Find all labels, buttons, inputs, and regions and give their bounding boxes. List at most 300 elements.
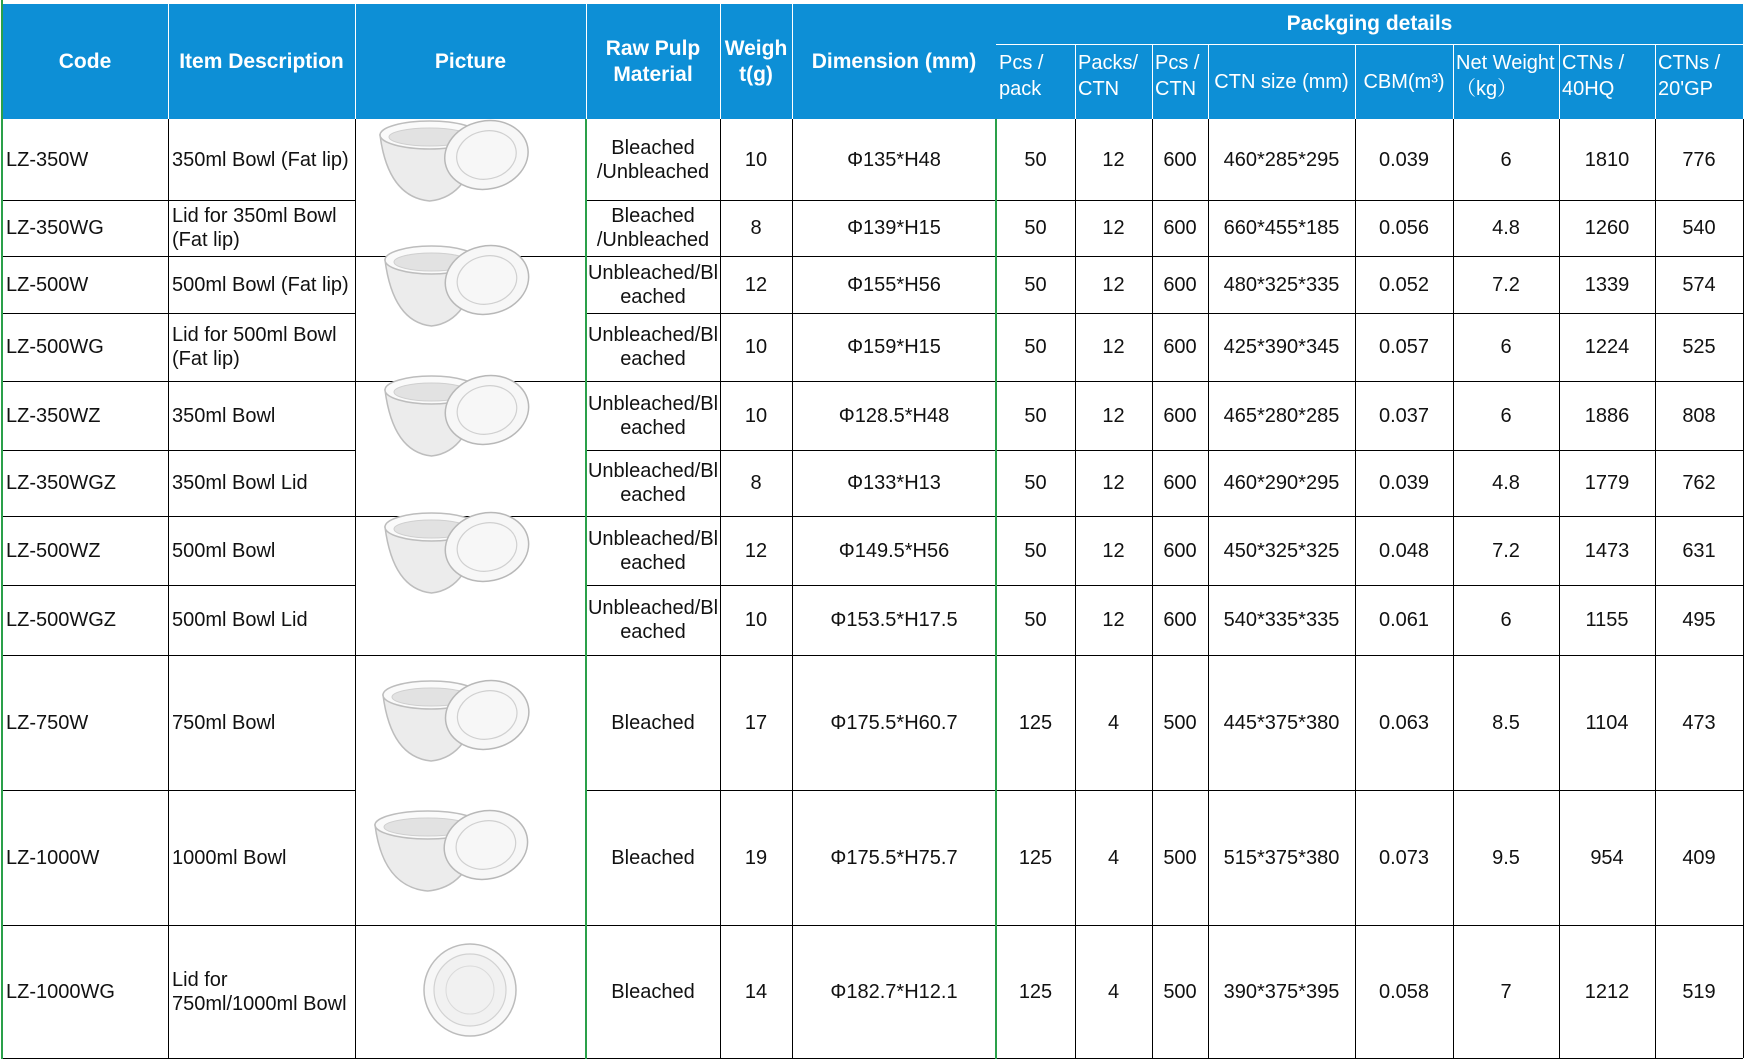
row-10-pcs-pack-text: 125: [1018, 846, 1053, 869]
row-2-weight: [720, 200, 792, 256]
row-1-pcs-pack: [996, 119, 1075, 200]
row-9-cbm-text: 0.063: [1378, 711, 1430, 734]
row-10-net-weight-text: 9.5: [1492, 846, 1520, 869]
row-8-ctns-20gp: [1655, 585, 1743, 655]
row-6-material: [586, 450, 720, 516]
row-8-pcs-ctn: [1152, 585, 1208, 655]
row-6-weight-text: 8: [750, 472, 762, 494]
row-1-ctns-20gp-text: 776: [1682, 148, 1716, 171]
row-1-desc-text: 350ml Bowl (Fat lip): [172, 148, 349, 171]
row-2-net-weight-text: 4.8: [1492, 217, 1520, 239]
row-10-ctns-40hq-text: 954: [1590, 846, 1624, 869]
header-pcs-ctn-text: Pcs / CTN: [1155, 52, 1200, 100]
row-6-pcs-ctn: [1152, 450, 1208, 516]
row-3-ctn-size-text: 480*325*335: [1223, 273, 1340, 296]
row-10-cbm-text: 0.073: [1378, 846, 1430, 869]
row-1-packs-ctn-text: 12: [1102, 148, 1125, 171]
row-9-material: [586, 655, 720, 790]
row-1-dimension: [792, 119, 996, 200]
row-8-ctns-20gp-text: 495: [1682, 609, 1716, 631]
bowl-with-lid-image-1000: [355, 795, 585, 905]
row-5-pcs-ctn: [1152, 381, 1208, 450]
header-ctn-size-text: CTN size (mm): [1214, 70, 1349, 93]
row-2-desc-text: Lid for 350ml Bowl (Fat lip): [172, 205, 337, 251]
row-1-packs-ctn: [1075, 119, 1152, 200]
row-7-pcs-pack-text: 50: [1024, 539, 1047, 562]
row-4-dimension: [792, 313, 996, 381]
bowl-with-lid-image-500: [365, 497, 575, 607]
header-ctns-20gp: [1655, 44, 1743, 119]
row-10-ctns-40hq: [1559, 790, 1655, 925]
row-8-ctns-40hq: [1559, 585, 1655, 655]
row-3-cbm: [1355, 256, 1453, 313]
row-10-code-text: LZ-1000W: [6, 846, 100, 869]
lid-image-1000: [420, 940, 520, 1040]
row-4-pcs-pack-text: 50: [1024, 336, 1047, 358]
row-3-packs-ctn-text: 12: [1102, 273, 1125, 296]
grid-h-5b: [586, 450, 1743, 451]
row-11-weight: [720, 925, 792, 1058]
row-1-ctns-20gp: [1655, 119, 1743, 200]
grid-h-4: [2, 381, 1743, 382]
grid-v-10: [1355, 119, 1356, 1058]
row-3-pcs-pack-text: 50: [1024, 273, 1047, 296]
row-3-desc: [168, 256, 355, 313]
row-11-pcs-pack: [996, 925, 1075, 1058]
grid-v-5: [792, 119, 793, 1058]
row-1-net-weight-text: 6: [1500, 148, 1512, 171]
row-6-cbm-text: 0.039: [1378, 472, 1430, 494]
header-cbm-text: CBM(m³): [1363, 70, 1445, 93]
header-divider-3: [586, 4, 587, 119]
row-5-pcs-ctn-text: 600: [1163, 404, 1197, 427]
row-10-packs-ctn-text: 4: [1107, 846, 1120, 869]
grid-h-8: [2, 655, 1743, 656]
row-10-cbm: [1355, 790, 1453, 925]
row-3-pcs-ctn: [1152, 256, 1208, 313]
grid-h-1b: [586, 200, 1743, 201]
row-2-pcs-pack-text: 50: [1024, 217, 1047, 239]
row-1-ctns-40hq: [1559, 119, 1655, 200]
row-6-desc: [168, 450, 355, 516]
row-5-material-text: Unbleached/Bl eached: [587, 392, 719, 439]
row-4-code: [2, 313, 168, 381]
row-1-dimension-text: Φ135*H48: [847, 148, 941, 171]
row-9-desc-text: 750ml Bowl: [172, 711, 276, 734]
row-3-weight-text: 12: [744, 273, 768, 296]
row-11-dimension-text: Φ182.7*H12.1: [830, 980, 958, 1003]
row-7-weight-text: 12: [744, 539, 768, 562]
row-7-pcs-ctn-text: 600: [1163, 539, 1197, 562]
row-2-pcs-ctn: [1152, 200, 1208, 256]
row-4-ctns-40hq-text: 1224: [1584, 336, 1630, 358]
row-11-dimension: [792, 925, 996, 1058]
row-5-ctn-size: [1208, 381, 1355, 450]
header-weight: [720, 4, 792, 119]
row-4-cbm: [1355, 313, 1453, 381]
row-10-material-text: Bleached: [611, 846, 695, 869]
row-1-pcs-pack-text: 50: [1024, 148, 1047, 171]
grid-h-10: [2, 925, 1743, 926]
row-8-packs-ctn-text: 12: [1102, 609, 1125, 631]
header-divider-2: [355, 4, 356, 119]
row-6-net-weight-text: 4.8: [1492, 472, 1520, 494]
row-5-packs-ctn: [1075, 381, 1152, 450]
row-5-weight-text: 10: [744, 404, 768, 427]
row-4-material: [586, 313, 720, 381]
row-4-ctn-size-text: 425*390*345: [1223, 336, 1340, 358]
row-8-cbm-text: 0.061: [1378, 609, 1430, 631]
row-5-material: [586, 381, 720, 450]
header-pcs-ctn: [1152, 44, 1208, 119]
row-5-ctn-size-text: 465*280*285: [1223, 404, 1340, 427]
row-5-code-text: LZ-350WZ: [6, 404, 101, 427]
row-2-code-text: LZ-350WG: [6, 217, 104, 239]
row-3-ctns-20gp: [1655, 256, 1743, 313]
row-5-ctns-20gp-text: 808: [1682, 404, 1716, 427]
row-7-dimension: [792, 516, 996, 585]
row-2-code: [2, 200, 168, 256]
header-raw-pulp-text: Raw Pulp Material: [605, 36, 701, 86]
grid-v-2: [355, 119, 356, 1058]
header-packaging-divider: [996, 44, 1743, 45]
header-pcs-pack: [996, 44, 1075, 119]
row-4-net-weight: [1453, 313, 1559, 381]
row-6-ctn-size-text: 460*290*295: [1223, 472, 1340, 494]
row-7-cbm-text: 0.048: [1378, 539, 1430, 562]
header-picture-text: Picture: [434, 49, 507, 73]
row-8-weight-text: 10: [744, 609, 768, 631]
row-6-dimension: [792, 450, 996, 516]
grid-h-5a: [2, 450, 355, 451]
row-8-ctn-size: [1208, 585, 1355, 655]
row-2-material-text: Bleached /Unbleached: [596, 205, 710, 251]
row-8-weight: [720, 585, 792, 655]
row-3-net-weight: [1453, 256, 1559, 313]
row-3-cbm-text: 0.052: [1378, 273, 1430, 296]
row-6-ctns-40hq-text: 1779: [1584, 472, 1630, 494]
header-net-weight-text: Net Weight （kg）: [1456, 52, 1555, 100]
row-2-material: [586, 200, 720, 256]
row-6-packs-ctn: [1075, 450, 1152, 516]
grid-h-9b: [586, 790, 1743, 791]
row-9-pcs-pack: [996, 655, 1075, 790]
row-7-ctns-40hq-text: 1473: [1584, 539, 1630, 562]
row-6-pcs-pack: [996, 450, 1075, 516]
row-4-weight: [720, 313, 792, 381]
bowl-with-lid-image-500-fat-lip: [365, 230, 575, 340]
row-10-ctns-20gp: [1655, 790, 1743, 925]
header-cbm: [1355, 44, 1453, 119]
subheader-divider-13: [1655, 44, 1656, 119]
row-10-dimension: [792, 790, 996, 925]
row-9-net-weight-text: 8.5: [1492, 711, 1520, 734]
row-2-desc: [168, 200, 355, 256]
row-3-ctns-40hq: [1559, 256, 1655, 313]
accent-border-1: [995, 119, 997, 1059]
row-7-code-text: LZ-500WZ: [6, 539, 101, 562]
row-5-cbm-text: 0.037: [1378, 404, 1430, 427]
row-2-ctns-40hq: [1559, 200, 1655, 256]
row-8-code: [2, 585, 168, 655]
row-7-net-weight: [1453, 516, 1559, 585]
row-3-ctns-20gp-text: 574: [1682, 273, 1716, 296]
header-ctn-size: [1208, 44, 1355, 119]
row-7-dimension-text: Φ149.5*H56: [838, 539, 950, 562]
row-11-ctn-size: [1208, 925, 1355, 1058]
row-7-pcs-ctn: [1152, 516, 1208, 585]
row-5-desc: [168, 381, 355, 450]
grid-v-9: [1208, 119, 1209, 1058]
header-divider-1: [168, 4, 169, 119]
row-1-weight-text: 10: [744, 148, 768, 171]
row-9-ctns-20gp-text: 473: [1682, 711, 1716, 734]
row-5-ctns-20gp: [1655, 381, 1743, 450]
row-1-cbm: [1355, 119, 1453, 200]
header-code: [2, 4, 168, 119]
row-7-pcs-pack: [996, 516, 1075, 585]
row-3-pcs-ctn-text: 600: [1163, 273, 1197, 296]
row-9-net-weight: [1453, 655, 1559, 790]
row-10-ctn-size: [1208, 790, 1355, 925]
row-11-ctn-size-text: 390*375*395: [1223, 980, 1340, 1003]
row-4-ctns-20gp-text: 525: [1682, 336, 1716, 358]
row-10-net-weight: [1453, 790, 1559, 925]
row-2-dimension: [792, 200, 996, 256]
row-5-weight: [720, 381, 792, 450]
row-9-ctns-40hq: [1559, 655, 1655, 790]
row-10-desc: [168, 790, 355, 925]
row-6-ctns-20gp-text: 762: [1682, 472, 1716, 494]
row-9-ctn-size: [1208, 655, 1355, 790]
row-8-net-weight: [1453, 585, 1559, 655]
row-11-ctns-40hq: [1559, 925, 1655, 1058]
row-1-ctn-size: [1208, 119, 1355, 200]
header-weight-text: Weigh t(g): [724, 36, 788, 86]
row-2-ctn-size: [1208, 200, 1355, 256]
grid-v-4: [720, 119, 721, 1058]
row-5-cbm: [1355, 381, 1453, 450]
row-10-desc-text: 1000ml Bowl: [172, 846, 287, 869]
row-8-ctn-size-text: 540*335*335: [1223, 609, 1340, 631]
row-9-packs-ctn: [1075, 655, 1152, 790]
row-7-material-text: Unbleached/Bl eached: [587, 527, 719, 574]
row-11-ctns-20gp: [1655, 925, 1743, 1058]
header-item-description: [168, 4, 355, 119]
row-7-packs-ctn: [1075, 516, 1152, 585]
row-9-weight: [720, 655, 792, 790]
subheader-divider-8: [1152, 44, 1153, 119]
row-10-material: [586, 790, 720, 925]
row-3-desc-text: 500ml Bowl (Fat lip): [172, 273, 349, 296]
row-2-dimension-text: Φ139*H15: [847, 217, 941, 239]
row-8-desc-text: 500ml Bowl Lid: [172, 609, 308, 631]
row-10-pcs-ctn-text: 500: [1163, 846, 1197, 869]
row-11-code-text: LZ-1000WG: [6, 980, 115, 1003]
row-5-pcs-pack: [996, 381, 1075, 450]
subheader-divider-7: [1075, 44, 1076, 119]
row-2-packs-ctn-text: 12: [1102, 217, 1125, 239]
row-4-net-weight-text: 6: [1500, 336, 1512, 358]
row-11-ctns-20gp-text: 519: [1682, 980, 1716, 1003]
row-6-net-weight: [1453, 450, 1559, 516]
grid-h-7a: [2, 585, 355, 586]
row-4-packs-ctn: [1075, 313, 1152, 381]
row-9-material-text: Bleached: [611, 711, 695, 734]
row-2-ctns-20gp: [1655, 200, 1743, 256]
row-6-dimension-text: Φ133*H13: [847, 472, 941, 494]
row-10-code: [2, 790, 168, 925]
row-2-ctns-40hq-text: 1260: [1584, 217, 1630, 239]
row-11-packs-ctn-text: 4: [1107, 980, 1120, 1003]
row-6-pcs-ctn-text: 600: [1163, 472, 1197, 494]
subheader-divider-9: [1208, 44, 1209, 119]
row-4-pcs-ctn-text: 600: [1163, 336, 1197, 358]
bowl-with-lid-image-350-fat-lip: [360, 105, 580, 215]
subheader-divider-11: [1453, 44, 1454, 119]
bowl-with-lid-image-350: [365, 360, 575, 470]
row-1-weight: [720, 119, 792, 200]
row-10-pcs-pack: [996, 790, 1075, 925]
row-4-desc: [168, 313, 355, 381]
grid-h-7b: [586, 585, 1743, 586]
header-dimension: [792, 4, 996, 119]
row-8-code-text: LZ-500WGZ: [6, 609, 117, 631]
row-11-packs-ctn: [1075, 925, 1152, 1058]
row-4-dimension-text: Φ159*H15: [847, 336, 941, 358]
row-3-net-weight-text: 7.2: [1492, 273, 1520, 296]
row-9-pcs-pack-text: 125: [1018, 711, 1053, 734]
row-11-pcs-ctn-text: 500: [1163, 980, 1197, 1003]
row-10-dimension-text: Φ175.5*H75.7: [830, 846, 958, 869]
row-9-pcs-ctn-text: 500: [1163, 711, 1197, 734]
row-1-ctns-40hq-text: 1810: [1584, 148, 1630, 171]
row-5-pcs-pack-text: 50: [1024, 404, 1047, 427]
row-6-packs-ctn-text: 12: [1102, 472, 1125, 494]
row-9-dimension-text: Φ175.5*H60.7: [830, 711, 958, 734]
row-4-ctn-size: [1208, 313, 1355, 381]
row-5-code: [2, 381, 168, 450]
grid-h-2: [2, 256, 1743, 257]
grid-v-14: [1743, 119, 1744, 1058]
row-5-packs-ctn-text: 12: [1102, 404, 1125, 427]
row-8-packs-ctn: [1075, 585, 1152, 655]
row-10-pcs-ctn: [1152, 790, 1208, 925]
row-2-ctns-20gp-text: 540: [1682, 217, 1716, 239]
row-5-desc-text: 350ml Bowl: [172, 404, 276, 427]
row-8-dimension-text: Φ153.5*H17.5: [830, 609, 958, 631]
row-2-packs-ctn: [1075, 200, 1152, 256]
header-raw-pulp: [586, 4, 720, 119]
row-5-dimension: [792, 381, 996, 450]
row-11-cbm-text: 0.058: [1378, 980, 1430, 1003]
row-9-ctns-40hq-text: 1104: [1585, 711, 1629, 734]
grid-h-9a: [2, 790, 355, 791]
row-8-pcs-pack-text: 50: [1024, 609, 1047, 631]
header-packaging-details-text: Packging details: [1286, 12, 1453, 35]
header-packaging-details: [996, 4, 1743, 44]
row-2-cbm: [1355, 200, 1453, 256]
row-3-material-text: Unbleached/Bl eached: [587, 261, 719, 308]
grid-v-1: [168, 119, 169, 1058]
grid-v-13: [1655, 119, 1656, 1058]
header-ctns-20gp-text: CTNs / 20'GP: [1658, 52, 1721, 100]
row-8-material: [586, 585, 720, 655]
row-2-ctn-size-text: 660*455*185: [1223, 217, 1340, 239]
row-8-pcs-ctn-text: 600: [1163, 609, 1197, 631]
header-picture: [355, 4, 586, 119]
row-10-ctn-size-text: 515*375*380: [1223, 846, 1340, 869]
row-8-ctns-40hq-text: 1155: [1585, 609, 1629, 631]
row-5-ctns-40hq: [1559, 381, 1655, 450]
row-1-pcs-ctn: [1152, 119, 1208, 200]
row-7-desc-text: 500ml Bowl: [172, 539, 276, 562]
row-9-pcs-ctn: [1152, 655, 1208, 790]
row-4-ctns-40hq: [1559, 313, 1655, 381]
row-7-ctn-size: [1208, 516, 1355, 585]
row-5-net-weight: [1453, 381, 1559, 450]
row-2-cbm-text: 0.056: [1378, 217, 1430, 239]
row-8-cbm: [1355, 585, 1453, 655]
row-6-code-text: LZ-350WGZ: [6, 472, 117, 494]
row-8-pcs-pack: [996, 585, 1075, 655]
row-11-net-weight-text: 7: [1500, 980, 1512, 1003]
row-7-desc: [168, 516, 355, 585]
row-3-weight: [720, 256, 792, 313]
header-ctns-40hq-text: CTNs / 40HQ: [1562, 52, 1625, 100]
header-dimension-text: Dimension (mm): [811, 49, 977, 73]
grid-v-12: [1559, 119, 1560, 1058]
subheader-divider-10: [1355, 44, 1356, 119]
row-7-ctns-20gp-text: 631: [1682, 539, 1716, 562]
row-11-cbm: [1355, 925, 1453, 1058]
row-11-ctns-40hq-text: 1212: [1584, 980, 1630, 1003]
row-4-pcs-pack: [996, 313, 1075, 381]
row-11-pcs-pack-text: 125: [1018, 980, 1053, 1003]
row-3-ctns-40hq-text: 1339: [1584, 273, 1630, 296]
row-6-desc-text: 350ml Bowl Lid: [172, 472, 308, 494]
grid-v-7: [1075, 119, 1076, 1058]
row-11-code: [2, 925, 168, 1058]
row-1-pcs-ctn-text: 600: [1163, 148, 1197, 171]
row-3-ctn-size: [1208, 256, 1355, 313]
row-11-material: [586, 925, 720, 1058]
row-3-material: [586, 256, 720, 313]
header-packs-ctn: [1075, 44, 1152, 119]
row-4-pcs-ctn: [1152, 313, 1208, 381]
grid-v-11: [1453, 119, 1454, 1058]
row-1-code-text: LZ-350W: [6, 148, 89, 171]
row-9-dimension: [792, 655, 996, 790]
row-4-material-text: Unbleached/Bl eached: [587, 324, 719, 370]
row-11-material-text: Bleached: [611, 980, 695, 1003]
row-8-desc: [168, 585, 355, 655]
row-1-material-text: Bleached /Unbleached: [596, 136, 710, 183]
row-3-packs-ctn: [1075, 256, 1152, 313]
row-6-ctn-size: [1208, 450, 1355, 516]
row-11-desc-text: Lid for 750ml/1000ml Bowl: [172, 968, 347, 1015]
row-4-cbm-text: 0.057: [1378, 336, 1430, 358]
header-item-description-text: Item Description: [179, 49, 344, 73]
header-ctns-40hq: [1559, 44, 1655, 119]
grid-h-3a: [2, 313, 355, 314]
row-1-code: [2, 119, 168, 200]
row-6-ctns-40hq: [1559, 450, 1655, 516]
row-11-pcs-ctn: [1152, 925, 1208, 1058]
row-3-code: [2, 256, 168, 313]
row-6-ctns-20gp: [1655, 450, 1743, 516]
row-9-ctns-20gp: [1655, 655, 1743, 790]
